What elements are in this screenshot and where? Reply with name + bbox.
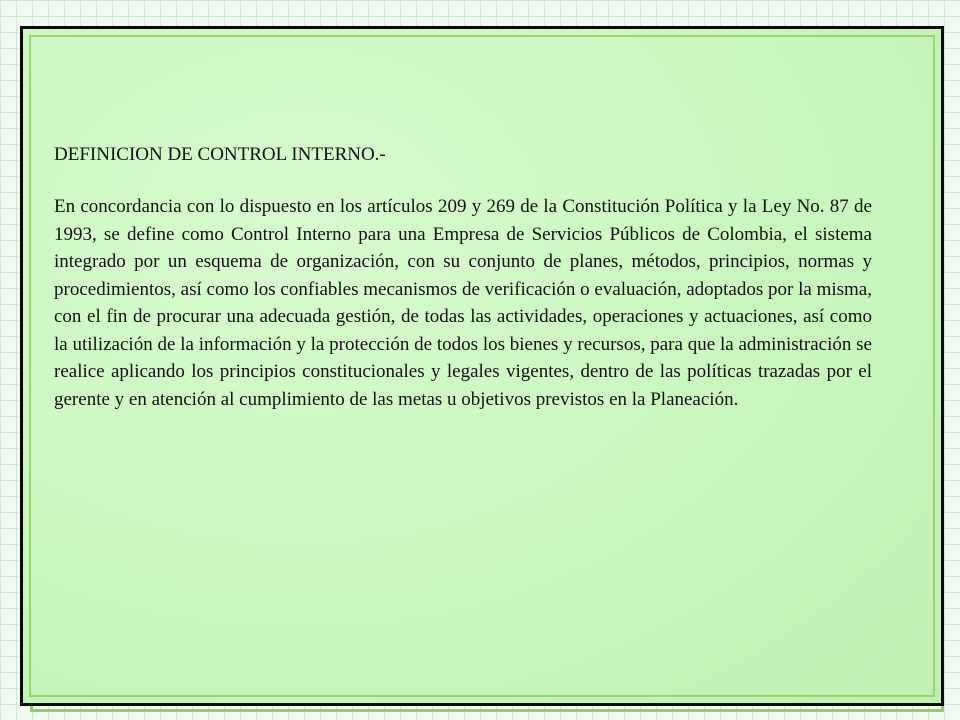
- slide-body-text: En concordancia con lo dispuesto en los artículos 209 y 269 de la Constitución Política y la Ley No. 87 de 1993, se define como Control Interno para una Empresa de Servicios Públicos de Colombia, el sistema integrado por un esquema de organización, con su conjunto de planes, métodos, principios, normas y procedimientos, así como los confiables mecanismos de verificación o evaluación, adoptados por la misma, con el fin de procurar una adecuada gestión, de todas las actividades, operaciones y actuaciones, así como la utilización de la información y la protección de todos los bienes y recursos, para que la administración se realice aplicando los principios constitucionales y legales vigentes, dentro de las políticas trazadas por el gerente y en atención al cumplimiento de las metas u objetivos previstos en la Planeación.: [54, 196, 872, 410]
- slide-title: DEFINICION DE CONTROL INTERNO.-: [54, 144, 386, 165]
- slide-content: [54, 144, 872, 413]
